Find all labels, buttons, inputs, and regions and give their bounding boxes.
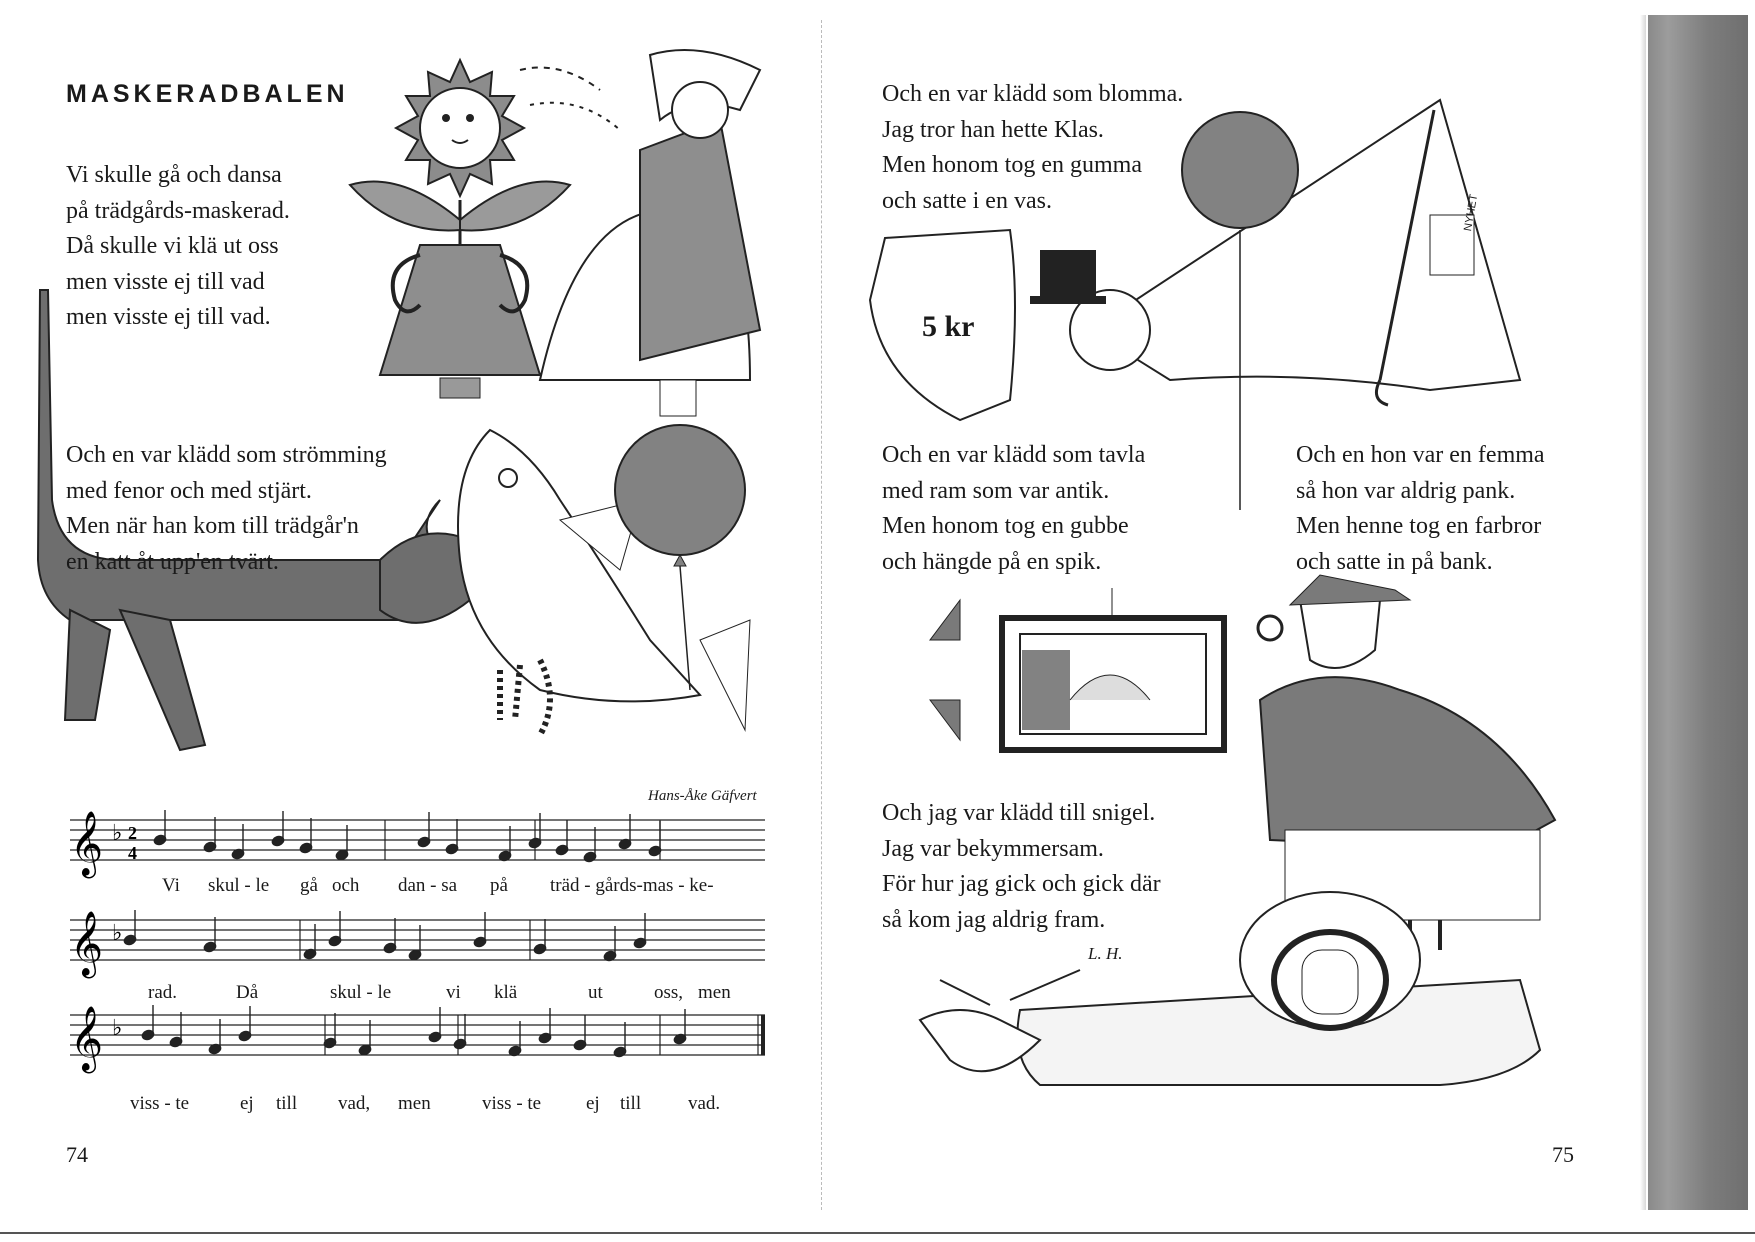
sheet-music <box>60 800 770 1100</box>
lyric-syllable: ej <box>240 1093 254 1114</box>
verse-line: Jag var bekymmersam. <box>882 835 1104 862</box>
verse-line: Men när han kom till trädgår'n <box>66 513 359 539</box>
lyric-syllable: skul - le <box>330 982 392 1003</box>
verse-line: Men honom tog en gubbe <box>882 513 1129 539</box>
lyric-syllable: klä <box>494 982 518 1003</box>
staff-1 <box>70 820 765 860</box>
page-edge-highlight <box>1640 15 1646 1210</box>
verse-2 <box>66 438 387 580</box>
verse-line: så kom jag aldrig fram. <box>882 906 1106 933</box>
verse-line: och satte i en vas. <box>882 187 1052 214</box>
banknote-label: 5 kr <box>922 310 975 343</box>
svg-text:♭: ♭ <box>112 1016 123 1041</box>
verse-3 <box>882 77 1183 219</box>
verse-line: Och en var klädd som tavla <box>882 442 1146 468</box>
bottom-rule <box>0 1232 1755 1234</box>
verse-line: och satte in på bank. <box>1296 548 1493 575</box>
lyric-syllable: på <box>490 875 508 896</box>
verse-1 <box>66 158 290 336</box>
verse-line: Jag tror han hette Klas. <box>882 116 1104 143</box>
lyrics-line-3 <box>60 1093 770 1123</box>
verse-line: på trädgårds-maskerad. <box>66 197 290 224</box>
verse-line: Och en var klädd som strömming <box>66 442 387 468</box>
verse-line: Och en hon var en femma <box>1296 442 1545 468</box>
staff-3 <box>70 1015 765 1055</box>
author-credit: L. H. <box>1088 944 1123 963</box>
page-number-right: 75 <box>1552 1142 1574 1167</box>
svg-text:♭: ♭ <box>112 821 123 846</box>
verse-line: så hon var aldrig pank. <box>1296 477 1516 504</box>
verse-line: Men henne tog en farbror <box>1296 513 1542 539</box>
verse-line: en katt åt upp'en tvärt. <box>66 548 279 575</box>
lyric-syllable: men <box>698 982 731 1003</box>
lyric-syllable: ej <box>586 1093 600 1114</box>
lyric-syllable: träd - gårds-mas - ke- <box>550 875 714 896</box>
book-edge <box>1648 15 1748 1210</box>
verse-line: Då skulle vi klä ut oss <box>66 233 279 259</box>
lyric-syllable: till <box>276 1093 298 1114</box>
verse-6 <box>882 796 1161 938</box>
lyric-syllable: viss - te <box>130 1093 190 1114</box>
lyric-syllable: dan - sa <box>398 875 458 896</box>
verse-line: Men honom tog en gumma <box>882 152 1142 178</box>
lyric-syllable: rad. <box>148 982 178 1003</box>
verse-line: Och en var klädd som blomma. <box>882 81 1184 107</box>
composer-credit: Hans-Åke Gäfvert <box>648 788 757 804</box>
verse-line: med ram som var antik. <box>882 477 1110 504</box>
lyric-syllable: ut <box>588 982 603 1003</box>
svg-text:♭: ♭ <box>112 921 123 946</box>
lyric-syllable: vad. <box>688 1093 721 1114</box>
lyric-syllable: vi <box>446 982 461 1003</box>
time-sig-top: 2 <box>128 823 137 843</box>
page-number-left: 74 <box>66 1142 88 1167</box>
treble-clef-icon: 𝄞 <box>70 911 104 976</box>
lyric-syllable: till <box>620 1093 642 1114</box>
lyric-syllable: vad, <box>338 1093 371 1114</box>
newspaper-label: NYHET <box>1462 193 1481 233</box>
page-title: MASKERADBALEN <box>66 80 349 108</box>
lyric-syllable: viss - te <box>482 1093 542 1114</box>
lyric-syllable: men <box>398 1093 431 1114</box>
lyric-syllable: Vi <box>162 875 180 896</box>
verse-5 <box>1296 438 1545 580</box>
lyrics-line-1 <box>60 875 770 905</box>
left-page <box>0 0 822 1210</box>
verse-line: För hur jag gick och gick där <box>882 871 1161 897</box>
lyric-syllable: Då <box>236 982 259 1003</box>
verse-line: med fenor och med stjärt. <box>66 477 312 504</box>
treble-clef-icon: 𝄞 <box>70 811 104 876</box>
lyric-syllable: gå <box>300 875 318 896</box>
verse-line: Och jag var klädd till snigel. <box>882 800 1156 826</box>
verse-line: Vi skulle gå och dansa <box>66 162 282 188</box>
treble-clef-icon: 𝄞 <box>70 1006 104 1071</box>
lyric-syllable: och <box>332 875 360 896</box>
verse-line: men visste ej till vad <box>66 268 265 295</box>
time-sig-bottom: 4 <box>128 843 137 863</box>
lyric-syllable: oss, <box>654 982 684 1003</box>
verse-line: men visste ej till vad. <box>66 304 271 330</box>
right-page <box>822 0 1647 1210</box>
lyric-syllable: skul - le <box>208 875 270 896</box>
lyrics-line-2 <box>60 982 770 1012</box>
verse-line: och hängde på en spik. <box>882 548 1102 575</box>
verse-4 <box>882 438 1145 580</box>
